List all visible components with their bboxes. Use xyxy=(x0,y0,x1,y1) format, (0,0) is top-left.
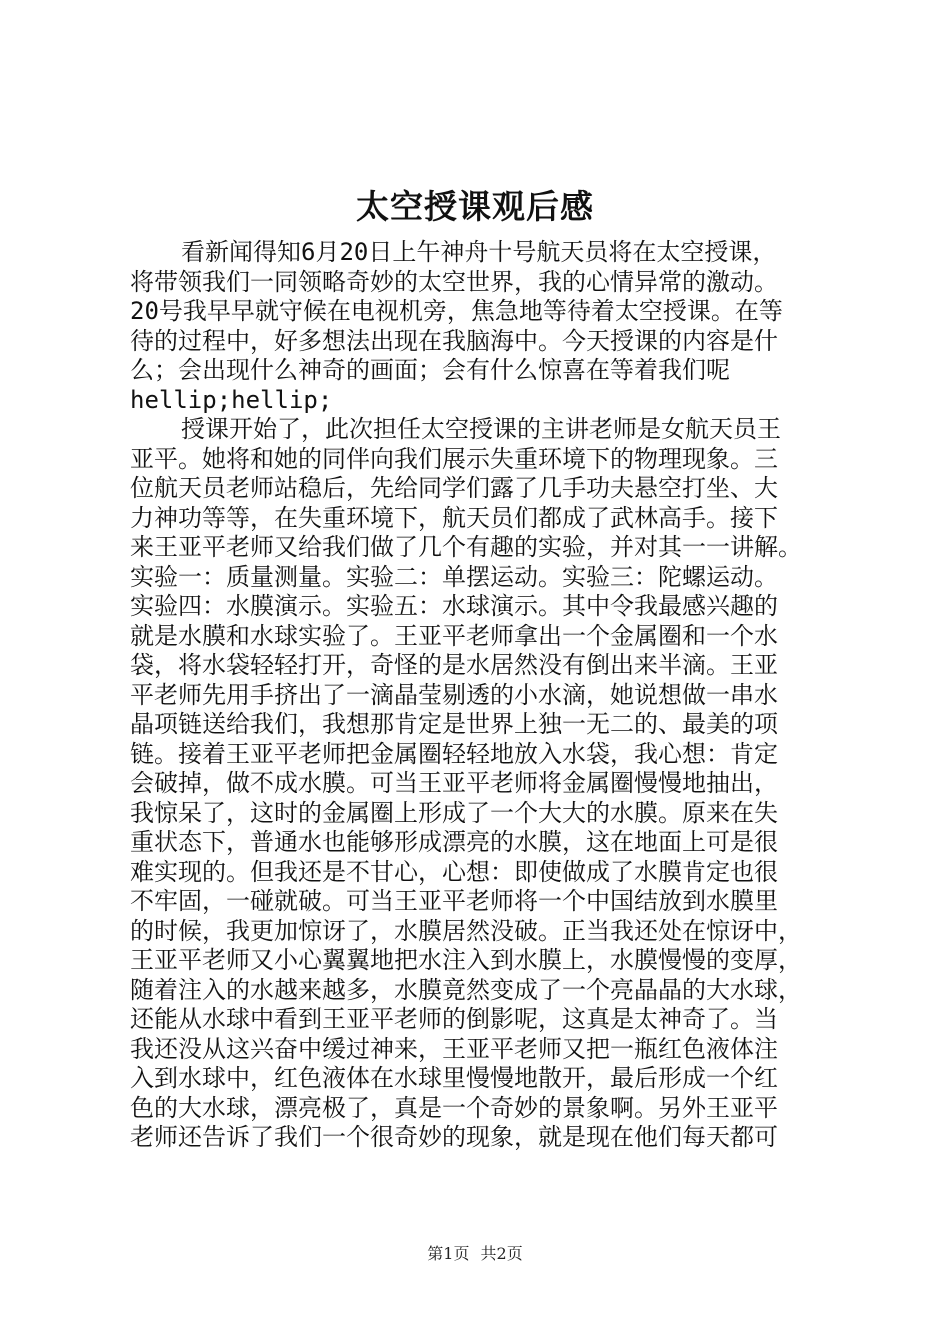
text-line: 还能从水球中看到王亚平老师的倒影呢，这真是太神奇了。当 xyxy=(130,1005,778,1033)
text-line: 重状态下，普通水也能够形成漂亮的水膜，这在地面上可是很 xyxy=(130,828,778,856)
text-line: 力神功等等，在失重环境下，航天员们都成了武林高手。接下 xyxy=(130,503,778,532)
text-line: 平老师先用手挤出了一滴晶莹剔透的小水滴，她说想做一串水 xyxy=(130,680,778,709)
text-line: hellip;hellip; xyxy=(130,385,333,414)
text-line: 难实现的。但我还是不甘心，心想：即使做成了水膜肯定也很 xyxy=(130,857,778,886)
document-title: 太空授课观后感 xyxy=(356,187,594,226)
document-body xyxy=(130,238,830,1153)
text-line: 待的过程中，好多想法出现在我脑海中。今天授课的内容是什 xyxy=(130,326,778,355)
text-line: 色的大水球，漂亮极了，真是一个奇妙的景象啊。另外王亚平 xyxy=(130,1093,778,1122)
text-line: 随着注入的水越来越多，水膜竟然变成了一个亮晶晶的大水球， xyxy=(130,975,802,1004)
text-line: 入到水球中，红色液体在水球里慢慢地散开，最后形成一个红 xyxy=(130,1064,778,1092)
text-line: 20号我早早就守候在电视机旁，焦急地等待着太空授课。在等 xyxy=(130,297,783,325)
text-line: 来王亚平老师又给我们做了几个有趣的实验，并对其一一讲解。 xyxy=(130,533,802,561)
page-footer xyxy=(0,1242,950,1266)
text-line: 链。接着王亚平老师把金属圈轻轻地放入水袋，我心想：肯定 xyxy=(130,739,778,768)
text-line: 不牢固，一碰就破。可当王亚平老师将一个中国结放到水膜里 xyxy=(130,887,778,915)
text-line: 晶项链送给我们，我想那肯定是世界上独一无二的、最美的项 xyxy=(130,710,778,738)
text-line: 会破掉，做不成水膜。可当王亚平老师将金属圈慢慢地抽出， xyxy=(130,769,778,797)
page-total: 共2页 xyxy=(480,1244,523,1263)
text-line: 实验四：水膜演示。实验五：水球演示。其中令我最感兴趣的 xyxy=(130,592,778,620)
text-line: 我惊呆了，这时的金属圈上形成了一个大大的水膜。原来在失 xyxy=(130,798,778,827)
page-number: 第1页 xyxy=(427,1244,470,1263)
text-line: 位航天员老师站稳后，先给同学们露了几手功夫悬空打坐、大 xyxy=(130,474,778,502)
text-line: 授课开始了，此次担任太空授课的主讲老师是女航天员王 xyxy=(181,415,781,443)
text-line: 将带领我们一同领略奇妙的太空世界，我的心情异常的激动。 xyxy=(130,267,778,296)
text-line: 老师还告诉了我们一个很奇妙的现象，就是现在他们每天都可 xyxy=(130,1123,778,1151)
text-line: 实验一：质量测量。实验二：单摆运动。实验三：陀螺运动。 xyxy=(130,562,778,591)
text-line: 的时候，我更加惊讶了，水膜居然没破。正当我还处在惊讶中， xyxy=(130,916,802,945)
text-line: 么；会出现什么神奇的画面；会有什么惊喜在等着我们呢 xyxy=(130,356,730,384)
text-line: 袋，将水袋轻轻打开，奇怪的是水居然没有倒出来半滴。王亚 xyxy=(130,651,778,679)
text-line: 就是水膜和水球实验了。王亚平老师拿出一个金属圈和一个水 xyxy=(130,621,778,650)
text-line: 王亚平老师又小心翼翼地把水注入到水膜上，水膜慢慢的变厚， xyxy=(130,946,802,974)
text-line: 看新闻得知6月20日上午神舟十号航天员将在太空授课， xyxy=(181,238,777,266)
text-line: 我还没从这兴奋中缓过神来，王亚平老师又把一瓶红色液体注 xyxy=(130,1034,778,1063)
text-line: 亚平。她将和她的同伴向我们展示失重环境下的物理现象。三 xyxy=(130,444,778,473)
